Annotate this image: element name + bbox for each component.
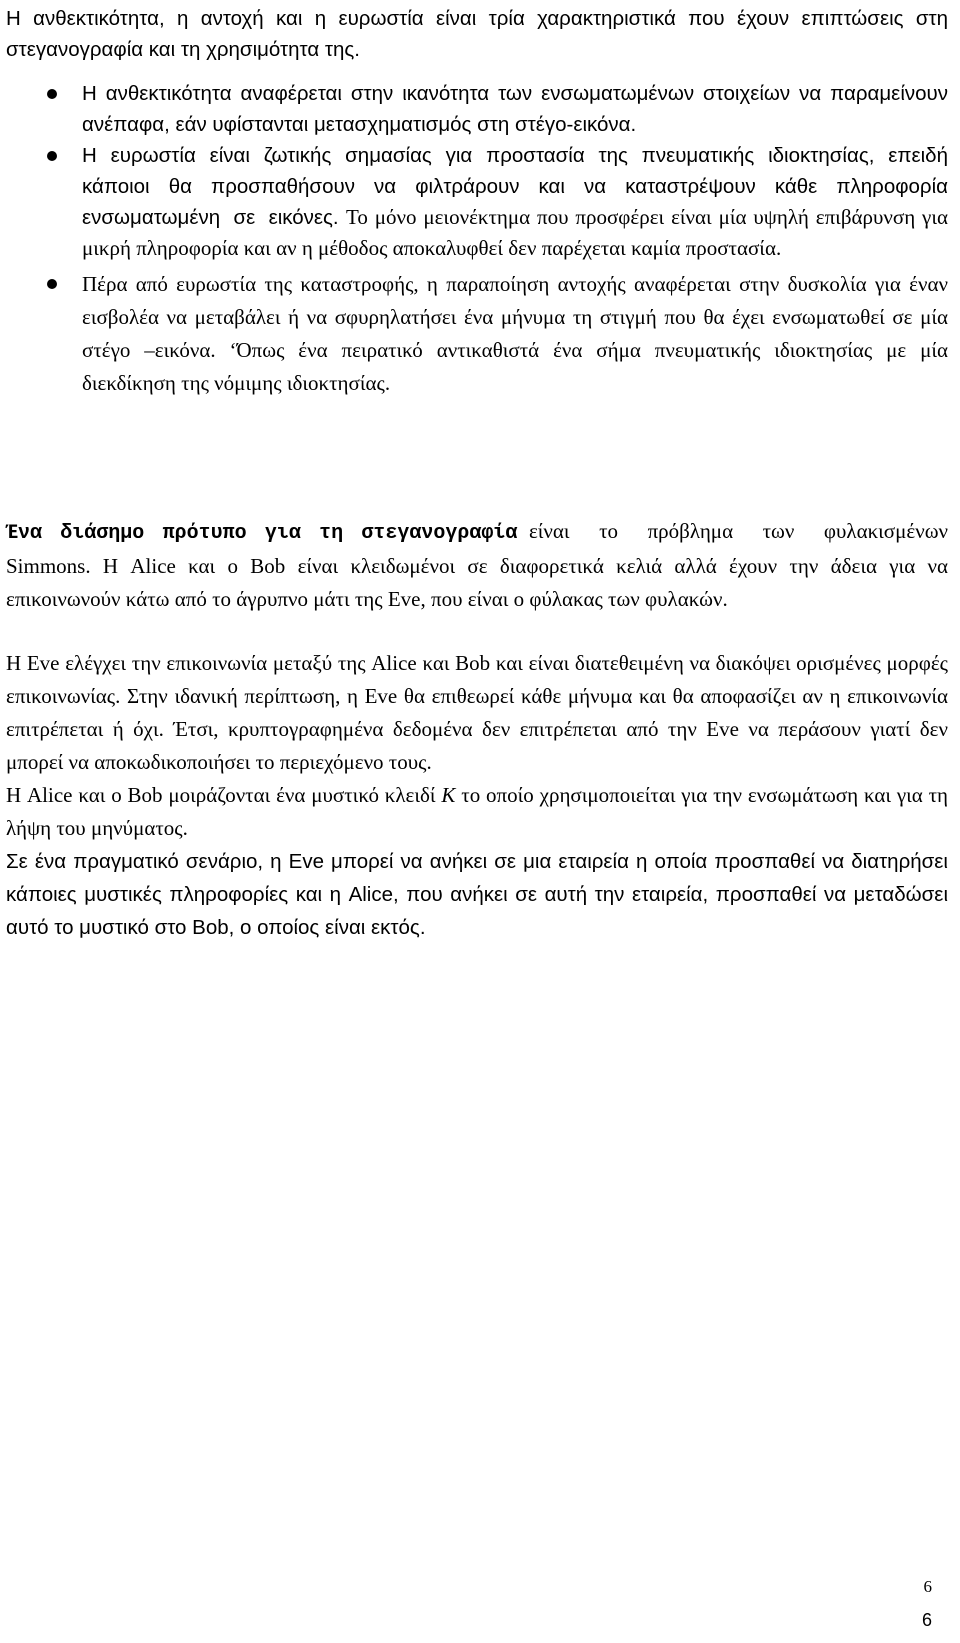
bullet-icon — [47, 151, 57, 161]
simmons-heading: Ένα διάσημο πρότυπο για τη στεγανογραφία — [6, 522, 518, 545]
scenario-text: Σε ένα πραγματικό σενάριο, η Eve μπορεί να ανήκει σε μια εταιρεία η οποία προσπαθεί να διατηρήσει κάποιες μυστικές πληροφορίες και η Alice, που ανήκει σε αυτή την εταιρεία, προσπαθεί να μεταδώσει αυτό το μυστικό στο Bob, ο οποίος είναι εκτός. — [6, 850, 948, 939]
list-item-text: Η ανθεκτικότητα αναφέρεται στην ικανότητα των ενσωματωμένων στοιχείων να παραμείνουν ανέπαφα, εάν υφίστανται μετασχηματισμός στη στέγο-εικόνα. — [82, 82, 948, 136]
eve-paragraph — [6, 647, 948, 779]
characteristics-list — [0, 78, 960, 400]
key-text-before: Η Alice και ο Bob μοιράζονται ένα μυστικό κλειδί — [6, 783, 436, 807]
list-item-text: Πέρα από ευρωστία της καταστροφής, η παραποίηση αντοχής αναφέρεται στην δυσκολία για έναν εισβολέα να μεταβάλει ή να σφυρηλατήσει ένα μήνυμα τη στιγμή που θα έχει ενσωματωθεί σε μία στέγο –εικόνα. ‘Όπως ένα πειρατικό αντικαθιστά ένα σήμα πνευματικής ιδιοκτησίας με μία διεκδίκηση της νόμιμης ιδιοκτησίας. — [82, 272, 948, 395]
key-text-after: το οποίο χρησιμοποιείται για την ενσωμάτωση και για τη λήψη του μηνύματος. — [6, 783, 949, 840]
key-variable: K — [441, 783, 456, 807]
eve-text: Η Eve ελέγχει την επικοινωνία μεταξύ της Alice και Bob και είναι διατεθειμένη να διακόψει ορισμένες μορφές επικοινωνίας. Στην ιδανική περίπτωση, η Eve θα επιθεωρεί κάθε μήνυμα και θα αποφασίζει αν η επικοινωνία επιτρέπεται ή όχι. Έτσι, κρυπτογραφημένα δεδομένα δεν επιτρέπεται από την Eve να περάσουν γιατί δεν μπορεί να αποκωδικοποιήσει το περιεχόμενο τους. — [6, 651, 948, 774]
simmons-heading-rest: είναι το πρόβλημα των φυλακισμένων Simmons. — [6, 519, 949, 578]
list-item-tamper — [0, 268, 960, 400]
bullet-icon — [47, 89, 57, 99]
bullet-icon — [47, 279, 57, 289]
list-item-text: Η ευρωστία είναι ζωτικής σημασίας για προστασία της πνευματικής ιδιοκτησίας, επειδή κάποιοι θα προσπαθήσουν να φιλτράρουν και να καταστρέψουν κάθε πληροφορία ενσωματωμένη σε εικόνες. — [82, 144, 948, 229]
key-paragraph — [6, 779, 948, 845]
list-item-integrity — [0, 140, 960, 264]
list-item-text-serif: Το μόνο μειονέκτημα που προσφέρει είναι μία υψηλή επιβάρυνση για μικρή πληροφορία και αν η μέθοδος αποκαλυφθεί δεν παρέχεται καμία προστασία. — [82, 205, 948, 260]
list-item-robustness — [0, 78, 960, 140]
intro-paragraph: Η ανθεκτικότητα, η αντοχή και η ευρωστία είναι τρία χαρακτηριστικά που έχουν επιπτώσεις στη στεγανογραφία και τη χρησιμότητα της. — [6, 7, 948, 61]
page-number-top: 6 — [923, 1577, 932, 1596]
page-number: 6 — [921, 1610, 932, 1630]
simmons-paragraph — [6, 515, 948, 616]
scenario-paragraph — [6, 845, 948, 944]
simmons-continuation: Η Alice και ο Bob είναι κλειδωμένοι σε διαφορετικά κελιά αλλά έχουν την άδεια για να επικοινωνούν κάτω από το άγρυπνο μάτι της Eve, που είναι ο φύλακας των φυλακών. — [6, 554, 948, 611]
